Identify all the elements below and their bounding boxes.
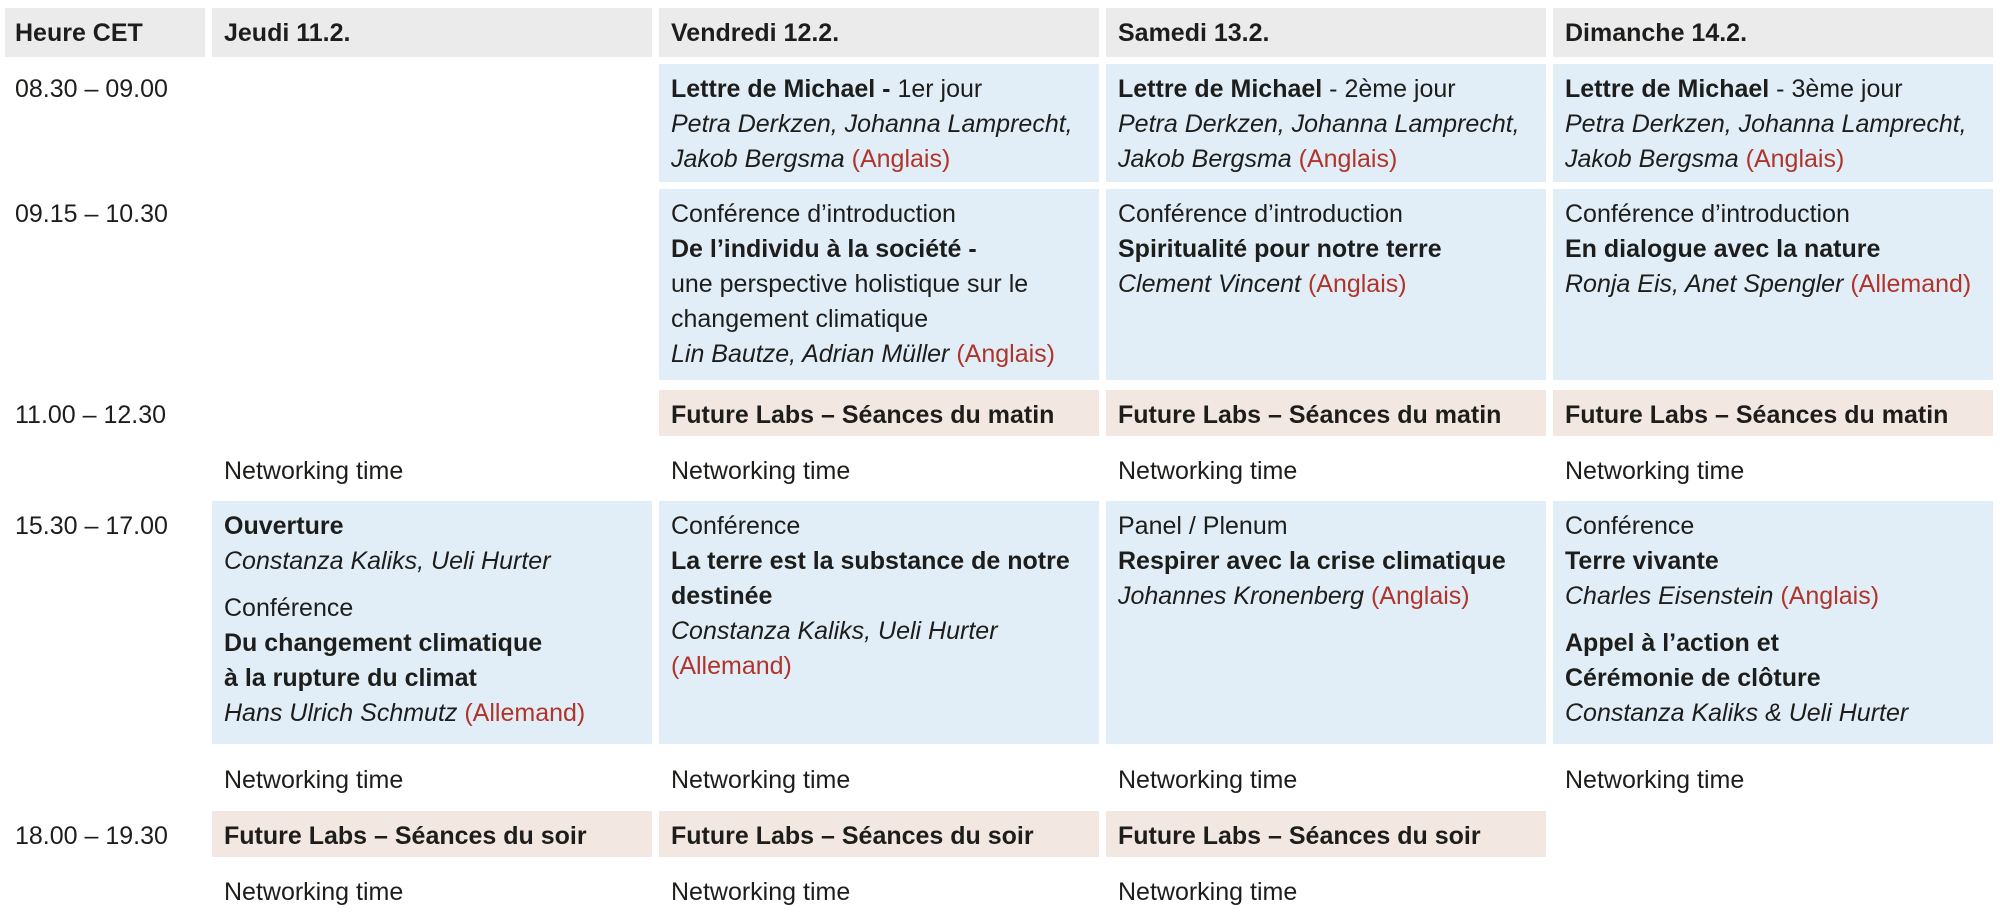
session-title: Ouverture — [224, 512, 344, 540]
session-kind: Conférence d’introduction — [671, 200, 956, 228]
time-1100: 11.00 – 12.30 — [15, 401, 167, 429]
speakers: Jakob Bergsma — [1118, 145, 1292, 173]
future-labs-morning-sat: Future Labs – Séances du matin — [1106, 390, 1546, 436]
networking-sat-1: Networking time — [1118, 457, 1298, 485]
session-note: 1er jour — [890, 75, 983, 103]
speakers: Constanza Kaliks & Ueli Hurter — [1565, 699, 1909, 727]
session-title: De l’individu à la société - — [671, 235, 977, 263]
language-tag: (Anglais) — [1745, 145, 1845, 173]
session-kind: Conférence — [671, 512, 801, 540]
session-title: Lettre de Michael — [1118, 75, 1323, 103]
header-day-sun: Dimanche 14.2. — [1553, 8, 1993, 57]
speakers: Constanza Kaliks, Ueli Hurter — [224, 547, 551, 575]
networking-thu-3: Networking time — [224, 878, 404, 906]
session-closing-sun — [1553, 501, 1993, 744]
session-title: Lettre de Michael — [1565, 75, 1770, 103]
language-tag: (Anglais) — [956, 340, 1055, 368]
session-title: Terre vivante — [1565, 547, 1719, 575]
speakers: Petra Derkzen, Johanna Lamprecht, — [671, 110, 1073, 138]
future-labs-morning-fri: Future Labs – Séances du matin — [659, 390, 1099, 436]
speakers: Clement Vincent — [1118, 270, 1301, 298]
networking-sat-2: Networking time — [1118, 766, 1298, 794]
language-tag: (Allemand) — [671, 652, 792, 680]
language-tag: (Allemand) — [464, 699, 586, 727]
future-labs-evening-fri: Future Labs – Séances du soir — [659, 811, 1099, 857]
language-tag: (Anglais) — [1370, 582, 1470, 610]
time-1800: 18.00 – 19.30 — [15, 822, 168, 850]
language-tag: (Anglais) — [851, 145, 951, 173]
session-title: Cérémonie de clôture — [1565, 664, 1821, 692]
session-title: Du changement climatique — [224, 629, 543, 657]
header-day-fri: Vendredi 12.2. — [659, 8, 1099, 57]
speakers: Jakob Bergsma — [671, 145, 845, 173]
session-panel-sat — [1106, 501, 1546, 744]
session-title: Respirer avec la crise climatique — [1118, 547, 1506, 575]
future-labs-evening-sat: Future Labs – Séances du soir — [1106, 811, 1546, 857]
session-intro-fri — [659, 189, 1099, 380]
speakers: Petra Derkzen, Johanna Lamprecht, — [1565, 110, 1967, 138]
speakers: Ronja Eis, Anet Spengler — [1565, 270, 1844, 298]
session-title: Lettre de Michael - — [671, 75, 891, 103]
session-title: Spiritualité pour notre terre — [1118, 235, 1442, 263]
language-tag: (Anglais) — [1298, 145, 1398, 173]
language-tag: (Anglais) — [1780, 582, 1880, 610]
language-tag: (Anglais) — [1307, 270, 1407, 298]
future-labs-morning-sun: Future Labs – Séances du matin — [1553, 390, 1993, 436]
header-day-sat: Samedi 13.2. — [1106, 8, 1546, 57]
session-subtitle: une perspective holistique sur le — [671, 270, 1029, 298]
session-title: La terre est la substance de notre — [671, 547, 1070, 575]
session-conference-fri — [659, 501, 1099, 744]
networking-fri-1: Networking time — [671, 457, 851, 485]
session-kind: Panel / Plenum — [1118, 512, 1288, 540]
networking-sun-1: Networking time — [1565, 457, 1745, 485]
session-intro-sun — [1553, 189, 1993, 380]
language-tag: (Allemand) — [1850, 270, 1972, 298]
session-title: Appel à l’action et — [1565, 629, 1779, 657]
session-kind: Conférence — [224, 594, 354, 622]
networking-thu-1: Networking time — [224, 457, 404, 485]
session-title: à la rupture du climat — [224, 664, 477, 692]
session-kind: Conférence d’introduction — [1565, 200, 1850, 228]
time-0830: 08.30 – 09.00 — [15, 75, 168, 103]
session-note: - 2ème jour — [1322, 75, 1456, 103]
session-intro-sat — [1106, 189, 1546, 380]
speakers: Charles Eisenstein — [1565, 582, 1774, 610]
speakers: Jakob Bergsma — [1565, 145, 1739, 173]
header-time: Heure CET — [5, 8, 205, 57]
networking-fri-3: Networking time — [671, 878, 851, 906]
session-michael-sun — [1553, 64, 1993, 182]
speakers: Hans Ulrich Schmutz — [224, 699, 458, 727]
speakers: Lin Bautze, Adrian Müller — [671, 340, 950, 368]
networking-sun-2: Networking time — [1565, 766, 1745, 794]
session-kind: Conférence — [1565, 512, 1695, 540]
session-opening-thu — [212, 501, 652, 744]
speakers: Johannes Kronenberg — [1118, 582, 1365, 610]
header-day-thu: Jeudi 11.2. — [212, 8, 652, 57]
time-0915: 09.15 – 10.30 — [15, 200, 168, 228]
future-labs-evening-thu: Future Labs – Séances du soir — [212, 811, 652, 857]
session-subtitle: changement climatique — [671, 305, 929, 333]
speakers: Petra Derkzen, Johanna Lamprecht, — [1118, 110, 1520, 138]
session-note: - 3ème jour — [1769, 75, 1903, 103]
networking-thu-2: Networking time — [224, 766, 404, 794]
session-title: destinée — [671, 582, 773, 610]
networking-fri-2: Networking time — [671, 766, 851, 794]
session-title: En dialogue avec la nature — [1565, 235, 1881, 263]
session-kind: Conférence d’introduction — [1118, 200, 1403, 228]
time-1530: 15.30 – 17.00 — [15, 512, 168, 540]
session-michael-fri — [659, 64, 1099, 182]
session-michael-sat — [1106, 64, 1546, 182]
speakers: Constanza Kaliks, Ueli Hurter — [671, 617, 998, 645]
networking-sat-3: Networking time — [1118, 878, 1298, 906]
